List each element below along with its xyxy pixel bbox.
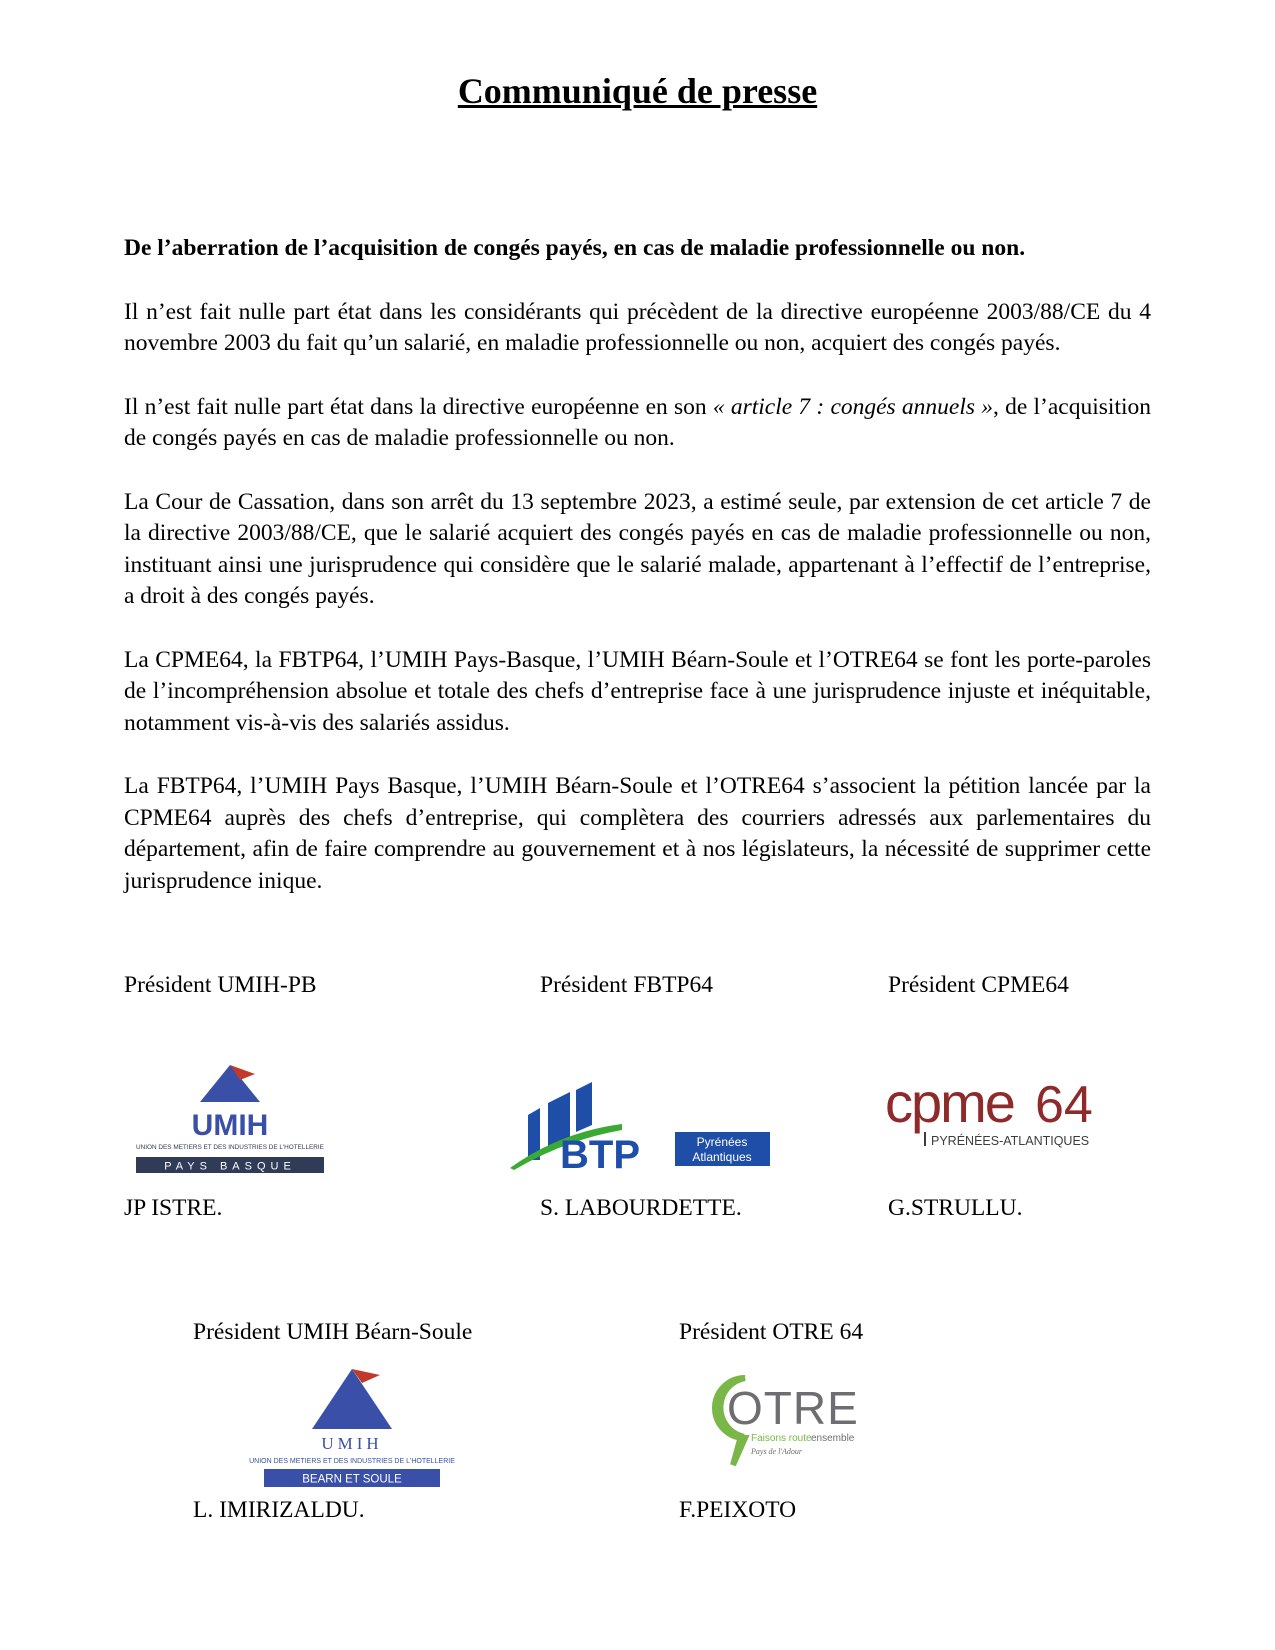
umih-pays-basque-logo-graphic xyxy=(135,1060,325,1180)
umih-bs-band-text: BEARN ET SOULE xyxy=(302,1473,402,1486)
umih-bs-tagline: UNION DES METIERS ET DES INDUSTRIES DE L'HOTELLERIE xyxy=(249,1458,455,1465)
btp-logo-graphic xyxy=(510,1070,770,1177)
umih-bearn-soule-logo xyxy=(249,1367,455,1492)
lead-paragraph: De l’aberration de l’acquisition de congés payés, en cas de maladie professionnelle ou non. xyxy=(124,235,1026,261)
signatory-cpme-role: Président CPME64 xyxy=(888,972,1069,998)
umih-pb-band-text: PAYS BASQUE xyxy=(164,1160,296,1173)
umih-pb-wordmark: UMIH xyxy=(191,1109,269,1142)
otre-logo-graphic xyxy=(705,1370,865,1470)
cpme64-logo xyxy=(885,1071,1110,1154)
cpme-subtitle: PYRÉNÉES-ATLANTIQUES xyxy=(931,1134,1090,1148)
paragraph-5: La FBTP64, l’UMIH Pays Basque, l’UMIH Béarn-Soule et l’OTRE64 s’associent la pétition lancée par la CPME64 auprès des chefs d’entreprise, qui complètera des courriers adressés aux parlementaires du département, afin de faire comprendre au gouvernement et à nos législateurs, la nécessité de supprimer cette jurisprudence inique. xyxy=(124,773,1151,894)
signatory-umih-bs-role: Président UMIH Béarn-Soule xyxy=(193,1319,473,1345)
paragraph-4: La CPME64, la FBTP64, l’UMIH Pays-Basque, l’UMIH Béarn-Soule et l’OTRE64 se font les porte-paroles de l’incompréhension absolue et totale des chefs d’entreprise face à une jurisprudence injuste et inéquitable, notamment vis-à-vis des salariés assidus. xyxy=(124,646,1151,736)
umih-pyramid-shape xyxy=(200,1065,260,1102)
article-7-quote: « article 7 : congés annuels » xyxy=(712,393,994,420)
paragraph-2 xyxy=(124,392,1151,455)
signatory-umih-pb-name: JP ISTRE. xyxy=(124,1195,223,1221)
umih-bs-pyramid-shape xyxy=(312,1369,392,1429)
document-body xyxy=(124,233,1151,929)
btp-label-line-1: Pyrénées xyxy=(696,1135,748,1149)
umih-bs-wordmark: UMIH xyxy=(321,1434,383,1453)
signatory-fbtp-name: S. LABOURDETTE. xyxy=(540,1195,742,1221)
otre-tagline-1: Faisons route xyxy=(751,1433,812,1444)
btp-label-line-2: Atlantiques xyxy=(692,1150,752,1164)
page-title: Communiqué de presse xyxy=(457,71,818,111)
cpme-wordmark: cpme xyxy=(885,1071,1014,1134)
cpme-number: 64 xyxy=(1035,1076,1093,1134)
btp-wordmark: BTP xyxy=(560,1133,640,1177)
otre-subtitle: Pays de l'Adour xyxy=(751,1447,803,1456)
signatory-otre-name: F.PEIXOTO xyxy=(679,1497,797,1523)
umih-bearn-soule-logo-graphic xyxy=(249,1367,455,1492)
otre-wordmark: OTRE xyxy=(727,1382,859,1434)
otre-logo xyxy=(705,1370,865,1470)
signatory-fbtp-role: Président FBTP64 xyxy=(540,972,714,998)
paragraph-2-start: Il n’est fait nulle part état dans la directive européenne en son xyxy=(124,393,713,420)
signatory-cpme-name: G.STRULLU. xyxy=(888,1195,1023,1221)
otre-tagline-2: ensemble xyxy=(811,1433,855,1444)
paragraph-3: La Cour de Cassation, dans son arrêt du 13 septembre 2023, a estimé seule, par extension de cet article 7 de la directive 2003/88/CE, que le salarié acquiert des congés payés en cas de maladie professionnelle ou non, instituant ainsi une jurisprudence qui considère que le salarié malade, appartenant à l’effectif de l’entreprise, a droit à des congés payés. xyxy=(124,488,1151,609)
paragraph-2-end: , de l’acquisition de congés payés en cas de maladie professionnelle ou non. xyxy=(124,393,1151,451)
umih-pays-basque-logo xyxy=(135,1060,325,1180)
btp-building-bar-3 xyxy=(576,1082,592,1132)
signatory-umih-pb-role: Président UMIH-PB xyxy=(124,972,317,998)
signatory-otre-role: Président OTRE 64 xyxy=(679,1319,864,1345)
paragraph-1: Il n’est fait nulle part état dans les considérants qui précèdent de la directive européenne 2003/88/CE du 4 novembre 2003 du fait qu’un salarié, en maladie professionnelle ou non, acquiert des congés payés. xyxy=(124,298,1151,356)
cpme64-logo-graphic xyxy=(885,1071,1110,1154)
signatory-umih-bs-name: L. IMIRIZALDU. xyxy=(193,1497,365,1523)
umih-pb-tagline: UNION DES METIERS ET DES INDUSTRIES DE L'HOTELLERIE xyxy=(136,1144,324,1151)
btp-pyrenees-atlantiques-logo xyxy=(510,1070,770,1177)
